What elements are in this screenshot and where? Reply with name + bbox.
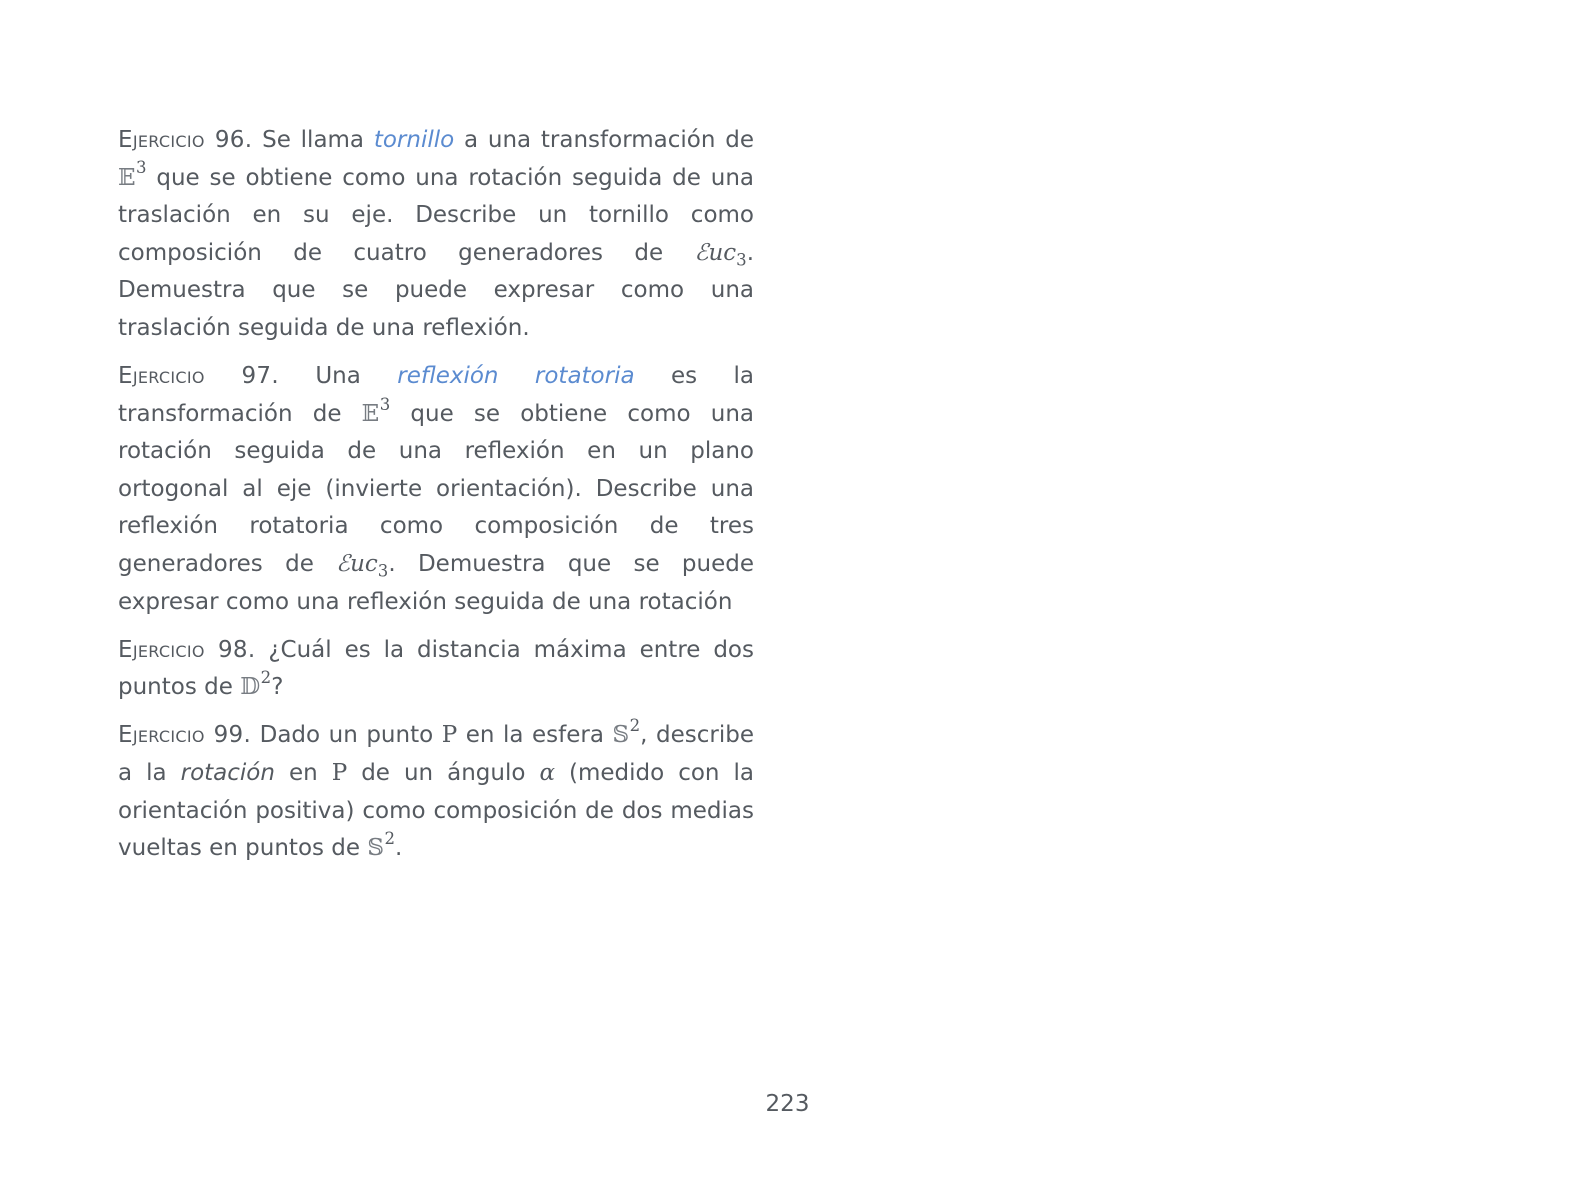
emphasized-term: rotación: [180, 760, 275, 786]
math-point: P: [331, 760, 348, 786]
math-space: [612, 716, 641, 749]
math-angle: α: [539, 760, 555, 786]
defined-term: reflexión rotatoria: [397, 363, 635, 390]
math-exponent: 2: [260, 668, 272, 688]
math-symbol: 𝔼: [361, 400, 380, 427]
exercise-text: que se obtiene como una rotación seguida de una reflexión en un plano ortogonal al eje (invierte orientación). Describe una reflexión rotatoria como composición de tres generadores de: [118, 400, 754, 578]
exercise-text: en: [274, 760, 332, 786]
math-exponent: 3: [379, 394, 391, 414]
exercise-text: (medido con la orientación positiva) como composición de dos medias vueltas en puntos de: [118, 760, 755, 862]
exercise-99: [118, 717, 754, 867]
math-space: [118, 158, 147, 191]
math-subscript: 3: [736, 250, 747, 270]
math-group: [336, 551, 389, 581]
exercise-text: de un ángulo: [347, 760, 540, 786]
math-symbol: 𝔻: [240, 674, 261, 701]
exercise-text: , describe a la: [118, 722, 754, 786]
math-symbol: ℰuc: [336, 551, 378, 578]
math-exponent: 3: [136, 158, 147, 178]
math-symbol: ℰuc: [694, 239, 737, 266]
exercise-text: Una: [278, 363, 398, 390]
exercise-text: .: [395, 835, 403, 862]
math-space: [361, 394, 391, 427]
math-exponent: 2: [629, 716, 641, 736]
exercise-97: [118, 358, 754, 621]
exercise-98: [118, 632, 754, 707]
exercise-text: ¿Cuál es la distancia máxima entre dos puntos de: [118, 636, 754, 701]
defined-term: tornillo: [373, 127, 455, 153]
exercise-text: Se llama: [252, 127, 374, 153]
exercise-text: que se obtiene como una rotación seguida de una traslación en su eje. Describe un tornillo como composición de cuatro generadores de: [118, 164, 754, 266]
exercise-text: Dado un punto: [251, 722, 442, 749]
page-body: [118, 122, 754, 878]
exercise-96: [118, 122, 754, 348]
math-symbol: 𝕊: [612, 722, 630, 749]
page-number: 223: [765, 1091, 810, 1117]
exercise-text: en la esfera: [457, 722, 613, 749]
math-space: [367, 829, 396, 862]
math-symbol: 𝔼: [118, 164, 137, 191]
exercise-heading: Ejercicio 99.: [118, 722, 252, 749]
exercise-text: es la transformación de: [118, 363, 754, 427]
math-group: [694, 239, 747, 270]
exercise-text: . Demuestra que se puede expresar como una reflexión seguida de una rotación: [118, 551, 754, 615]
math-space: [240, 668, 272, 701]
math-exponent: 2: [384, 829, 396, 849]
exercise-text: ?: [271, 674, 284, 701]
math-symbol: 𝕊: [367, 835, 385, 862]
math-subscript: 3: [377, 561, 389, 581]
exercise-text: a una transformación de: [454, 127, 754, 153]
exercise-heading: Ejercicio 96.: [118, 127, 253, 153]
math-point: P: [441, 722, 458, 749]
exercise-text: . Demuestra que se puede expresar como una traslación seguida de una reflexión.: [118, 239, 754, 341]
exercise-heading: Ejercicio 97.: [118, 363, 279, 390]
exercise-heading: Ejercicio 98.: [118, 636, 256, 663]
